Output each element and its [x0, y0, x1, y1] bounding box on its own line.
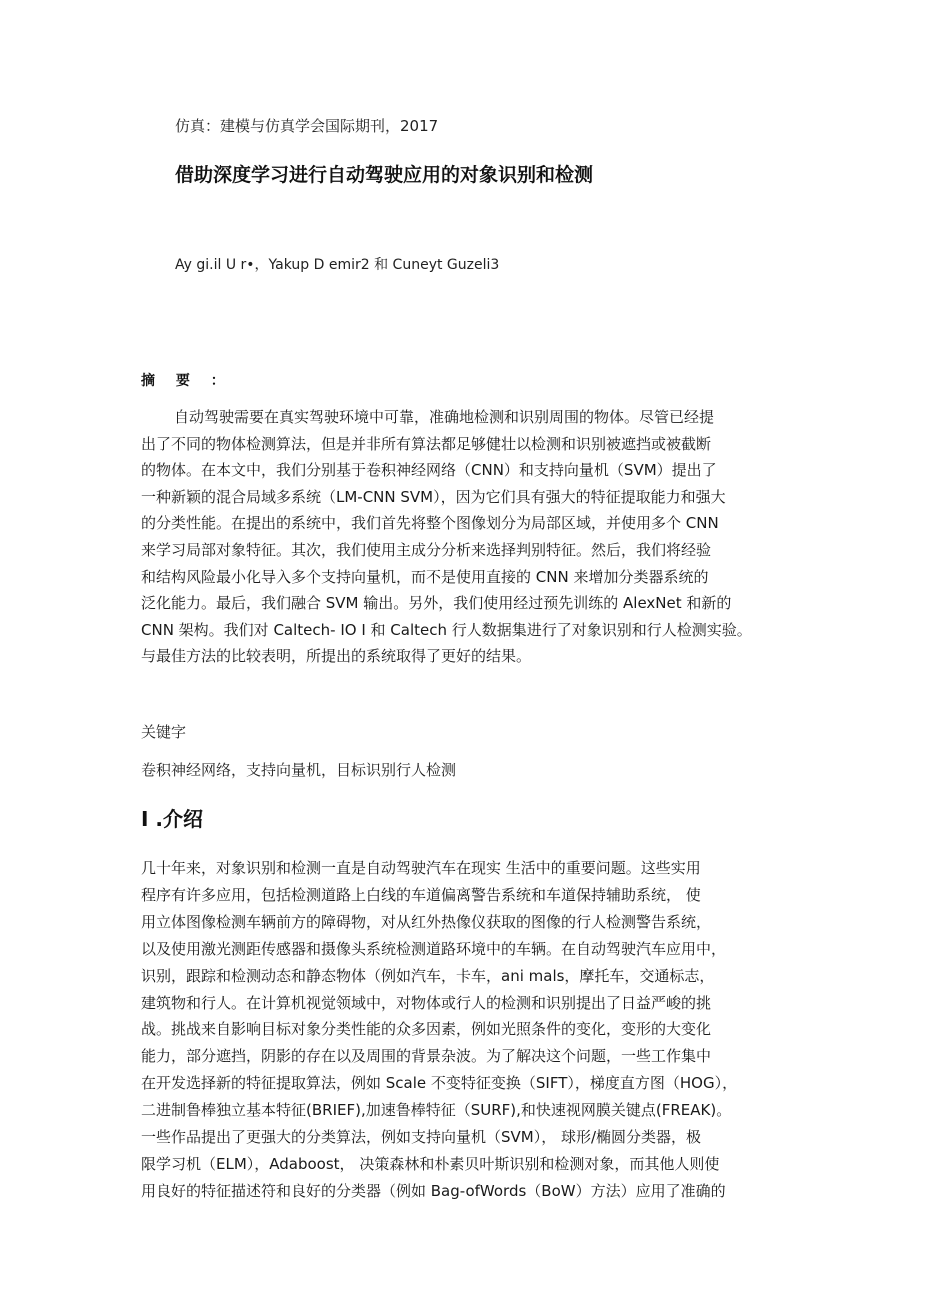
abstract-line: 的物体。在本文中，我们分别基于卷积神经网络（CNN）和支持向量机（SVM）提出了	[141, 461, 717, 480]
intro-line: 识别，跟踪和检测动态和静态物体（例如汽车，卡车，ani mals，摩托车，交通标志，	[141, 966, 715, 985]
introduction-body	[141, 855, 811, 1205]
intro-line: 几十年来，对象识别和检测一直是自动驾驶汽车在现实 生活中的重要问题。这些实用	[141, 859, 701, 877]
intro-line: 用立体图像检测车辆前方的障碍物，对从红外热像仪获取的图像的行人检测警告系统，	[141, 912, 712, 931]
intro-line: 二进制鲁棒独立基本特征(BRIEF),加速鲁棒特征（SURF),和快速视网膜关键点(FREAK)。	[141, 1101, 732, 1120]
intro-line: 能力，部分遮挡，阴影的存在以及周围的背景杂波。为了解决这个问题，一些工作集中	[141, 1047, 712, 1066]
abstract-heading: 摘 要 ：	[141, 373, 233, 389]
intro-line: 限学习机（ELM），Adaboost， 决策森林和朴素贝叶斯识别和检测对象，而其他人则使	[141, 1154, 720, 1173]
journal-citation: 仿真：建模与仿真学会国际期刊，2017	[175, 117, 439, 135]
paper-title: 借助深度学习进行自动驾驶应用的对象识别和检测	[175, 164, 594, 186]
abstract-line: 的分类性能。在提出的系统中，我们首先将整个图像划分为局部区域，并使用多个 CNN	[141, 514, 719, 533]
section-heading-introduction: I .介绍	[141, 807, 204, 831]
intro-line: 用良好的特征描述符和良好的分类器（例如 Bag-ofWords（BoW）方法）应用了准确的	[141, 1181, 726, 1200]
abstract-line: 一种新颖的混合局域多系统（LM-CNN SVM），因为它们具有强大的特征提取能力和强大	[141, 487, 726, 506]
author-list: Ay gi.il U r•，Yakup D emir2 和 Cuneyt Guzeli3	[175, 257, 500, 273]
abstract-line: 自动驾驶需要在真实驾驶环境中可靠，准确地检测和识别周围的物体。尽管已经提	[174, 408, 715, 426]
intro-line: 战。挑战来自影响目标对象分类性能的众多因素，例如光照条件的变化，变形的大变化	[141, 1020, 712, 1039]
abstract-line: 和结构风险最小化导入多个支持向量机，而不是使用直接的 CNN 来增加分类器系统的	[141, 567, 709, 586]
abstract-line: CNN 架构。我们对 Caltech- IO I 和 Caltech 行人数据集进行了对象识别和行人检测实验。	[141, 620, 752, 639]
keywords-heading: 关键字	[141, 723, 187, 741]
abstract-body	[141, 404, 795, 670]
abstract-line: 出了不同的物体检测算法，但是并非所有算法都足够健壮以检测和识别被遮挡或被截断	[141, 434, 712, 453]
intro-line: 在开发选择新的特征提取算法，例如 Scale 不变特征变换（SIFT），梯度直方图（HOG），	[141, 1074, 738, 1093]
abstract-line: 泛化能力。最后，我们融合 SVM 输出。另外，我们使用经过预先训练的 AlexNet 和新的	[141, 594, 732, 613]
abstract-line: 与最佳方法的比较表明，所提出的系统取得了更好的结果。	[141, 647, 532, 666]
intro-line: 一些作品提出了更强大的分类算法，例如支持向量机（SVM）， 球形/椭圆分类器，极	[141, 1128, 702, 1147]
intro-line: 程序有许多应用，包括检测道路上白线的车道偏离警告系统和车道保持辅助系统， 使	[141, 885, 701, 904]
intro-line: 建筑物和行人。在计算机视觉领域中，对物体或行人的检测和识别提出了日益严峻的挑	[141, 993, 712, 1012]
keywords-text: 卷积神经网络，支持向量机，目标识别行人检测	[141, 761, 457, 779]
abstract-line: 来学习局部对象特征。其次，我们使用主成分分析来选择判别特征。然后，我们将经验	[141, 540, 712, 559]
intro-line: 以及使用激光测距传感器和摄像头系统检测道路环境中的车辆。在自动驾驶汽车应用中，	[141, 939, 727, 958]
